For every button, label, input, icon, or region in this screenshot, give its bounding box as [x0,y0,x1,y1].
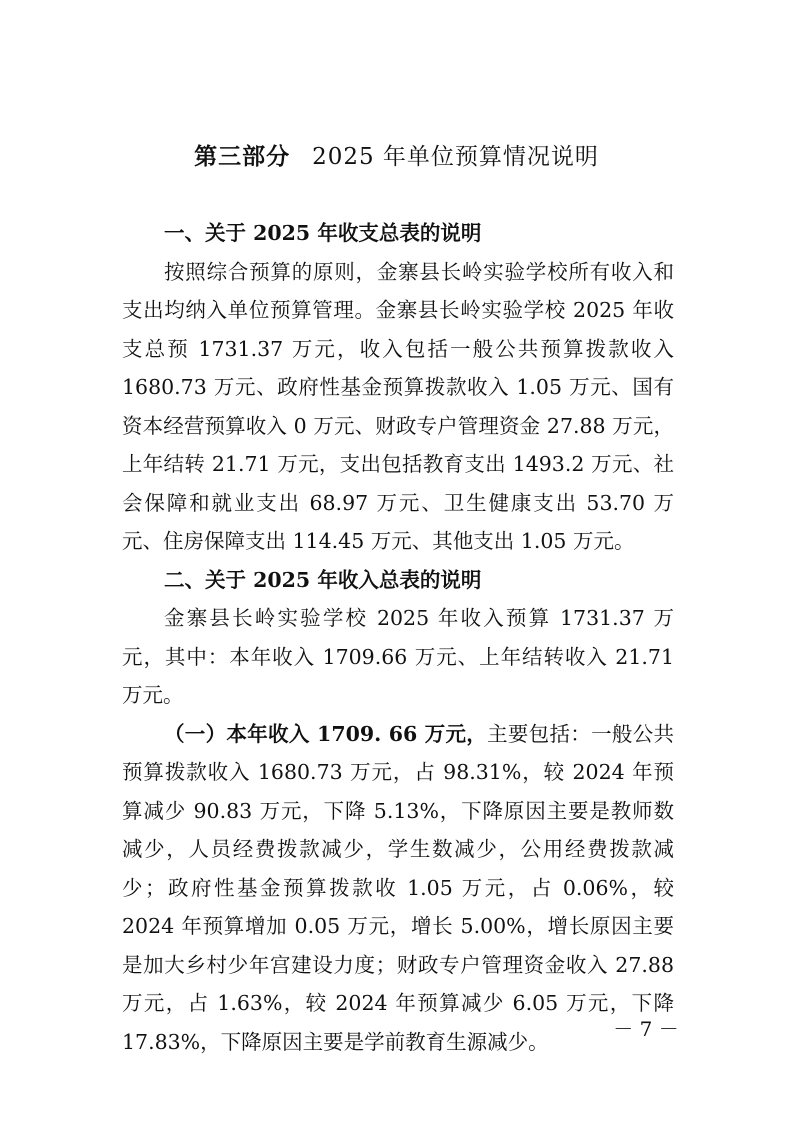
section-paragraph-1: 按照综合预算的原则，金寨县长岭实验学校所有收入和支出均纳入单位预算管理。金寨县长岭实验学校 2025 年收支总预 1731.37 万元，收入包括一般公共预算拨款收入 1680.73 万元、政府性基金预算拨款收入 1.05 万元、国有资本经营预算收入 0 万元、财政专户管理资金 27.88 万元，上年结转 21.71 万元，支出包括教育支出 1493.2 万元、社会保障和就业支出 68.97 万元、卫生健康支出 53.70 万元、住房保障支出 114.45 万元、其他支出 1.05 万元。 [122,259,674,553]
title-part: 第三部分 [194,143,291,170]
section-heading-2: 二、关于 2025 年收入总表的说明 [164,567,482,592]
subsection-lead: （一）本年收入 1709. 66 万元， [164,721,488,746]
subsection-text: 主要包括：一般公共预算拨款收入 1680.73 万元，占 98.31%，较 2024 年预算减少 90.83 万元，下降 5.13%，下降原因主要是教师数减少，人员经费拨款减少，学生数减少，公用经费拨款减少；政府性基金预算拨款收 1.05 万元，占 0.06%，较 2024 年预算增加 0.05 万元，增长 5.00%，增长原因主要是加大乡村少年宫建设力度；财政专户管理资金收入 27.88 万元，占 1.63%，较 2024 年预算减少 6.05 万元，下降 17.83%，下降原因主要是学前教育生源减少。 [122,721,675,1054]
page-title [0,138,793,171]
document-body [122,214,674,1061]
subsection-paragraph [122,715,674,1062]
page-number: － 7 － [613,1017,679,1041]
section-heading-1: 一、关于 2025 年收支总表的说明 [164,221,482,245]
title-year: 2025 年单位预算情况说明 [312,144,599,170]
section-paragraph-2: 金寨县长岭实验学校 2025 年收入预算 1731.37 万元，其中：本年收入 1709.66 万元、上年结转收入 21.71 万元。 [122,606,674,707]
